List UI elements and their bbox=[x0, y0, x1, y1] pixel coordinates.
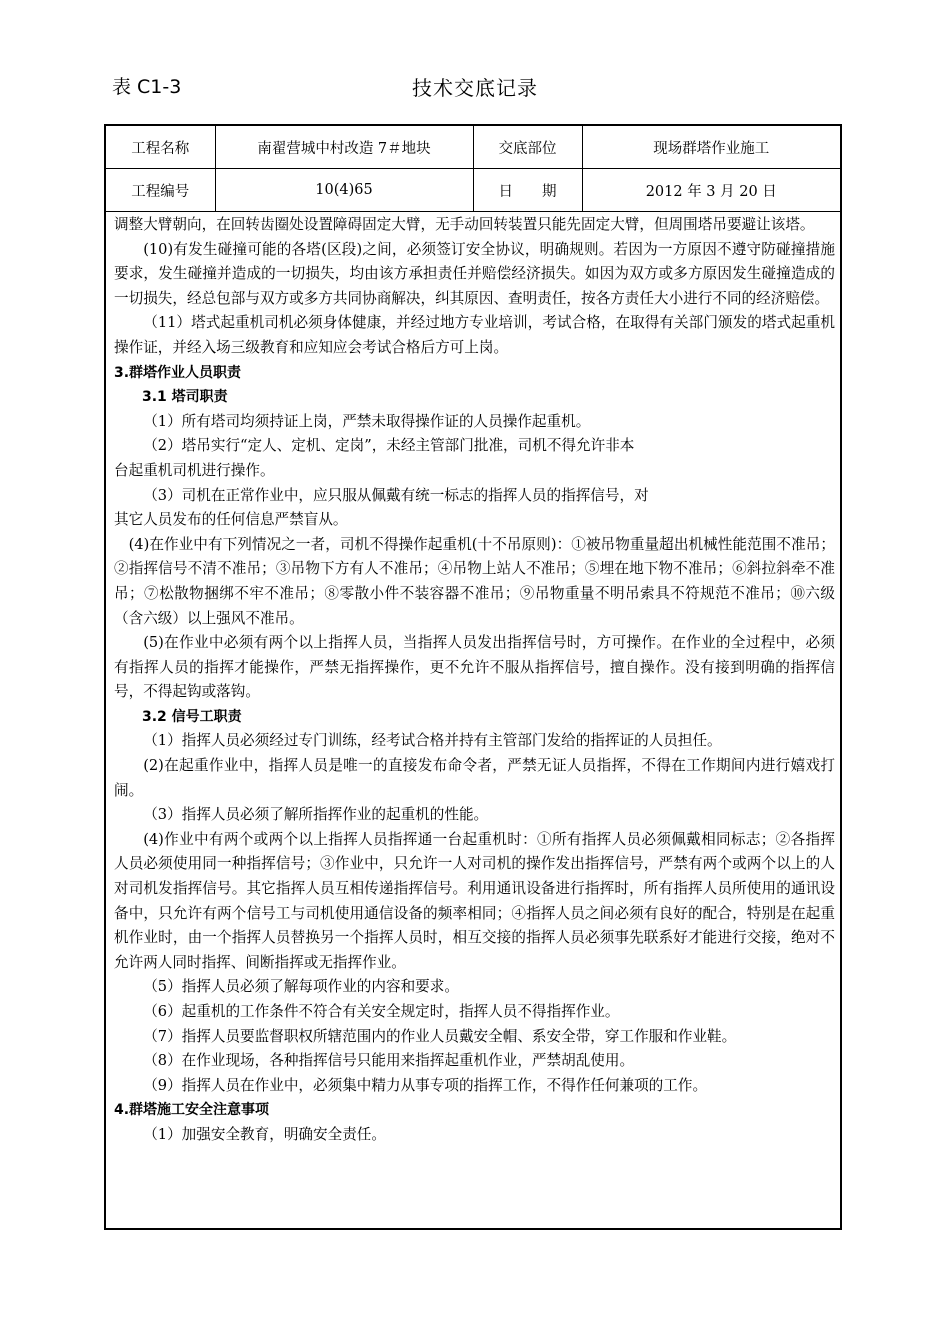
location-label: 交底部位 bbox=[473, 126, 582, 169]
paragraph: (5)在作业中必须有两个以上指挥人员，当指挥人员发出指挥信号时，方可操作。在作业的全过程中，必须有指挥人员的指挥才能操作，严禁无指挥操作，更不允许不服从指挥信号，擅自操作。没有接到明确的指挥信号，不得起钩或落钩。 bbox=[114, 634, 835, 701]
paragraph: （1）所有塔司均须持证上岗，严禁未取得操作证的人员操作起重机。 bbox=[143, 412, 591, 430]
paragraph: （6）起重机的工作条件不符合有关安全规定时，指挥人员不得指挥作业。 bbox=[143, 1003, 620, 1020]
date-value: 2012 年 3 月 20 日 bbox=[582, 169, 840, 212]
document-title: 技术交底记录 bbox=[412, 76, 538, 100]
disclosure-content bbox=[106, 212, 840, 1148]
paragraph: （1）加强安全教育，明确安全责任。 bbox=[143, 1125, 386, 1143]
paragraph: (4)作业中有两个或两个以上指挥人员指挥通一台起重机时：①所有指挥人员必须佩戴相同标志；②各指挥人员必须使用同一种指挥信号；③作业中，只允许一人对司机的操作发出指挥信号，严禁有两个或两个以上的人对司机发指挥信号。其它指挥人员互相传递指挥信号。利用通讯设备进行指挥时，所有指挥人员所使用的通讯设备中，只允许有两个信号工与司机使用通信设备的频率相同；④指挥人员之间必须有良好的配合，特别是在起重机作业时，由一个指挥人员替换另一个指挥人员时，相互交接的指挥人员必须事先联系好才能进行交接，绝对不允许两人同时指挥、间断指挥或无指挥作业。 bbox=[114, 830, 835, 971]
record-frame bbox=[104, 124, 842, 1230]
paragraph: (10)有发生碰撞可能的各塔(区段)之间，必须签订安全协议，明确规则。若因为一方原因不遵守防碰撞措施要求，发生碰撞并造成的一切损失，均由该方承担责任并赔偿经济损失。如因为双方或多方原因发生碰撞造成的一切损失，经总包部与双方或多方共同协商解决，纠其原因、查明责任，按各方责任大小进行不同的经济赔偿。 bbox=[114, 240, 835, 307]
paragraph: （8）在作业现场，各种指挥信号只能用来指挥起重机作业，严禁胡乱使用。 bbox=[143, 1052, 635, 1070]
paragraph: （11）塔式起重机司机必须身体健康，并经过地方专业培训，考试合格，在取得有关部门颁发的塔式起重机操作证，并经入场三级教育和应知应会考试合格后方可上岗。 bbox=[114, 314, 835, 356]
subsection-heading: 3.2 信号工职责 bbox=[142, 708, 242, 725]
project-name-label: 工程名称 bbox=[106, 126, 215, 169]
table-row bbox=[106, 126, 840, 169]
subsection-heading: 3.1 塔司职责 bbox=[142, 389, 228, 406]
paragraph: （7）指挥人员要监督职权所辖范围内的作业人员戴安全帽、系安全带，穿工作服和作业鞋。 bbox=[143, 1027, 737, 1045]
paragraph: （5）指挥人员必须了解每项作业的内容和要求。 bbox=[143, 978, 459, 996]
project-no-label: 工程编号 bbox=[106, 169, 215, 212]
form-number: 表 C1-3 bbox=[112, 76, 182, 98]
document-header bbox=[112, 72, 838, 102]
project-no-value: 10(4)65 bbox=[215, 169, 473, 212]
paragraph: 台起重机司机进行操作。 bbox=[114, 461, 275, 479]
project-info-table bbox=[106, 126, 840, 212]
date-label: 日 期 bbox=[473, 169, 582, 212]
paragraph: (2)在起重作业中，指挥人员是唯一的直接发布命令者，严禁无证人员指挥，不得在工作期间内进行嬉戏打闹。 bbox=[114, 757, 835, 799]
paragraph: （3）司机在正常作业中，应只服从佩戴有统一标志的指挥人员的指挥信号，对 bbox=[143, 486, 649, 504]
table-row bbox=[106, 169, 840, 212]
section-heading: 4.群塔施工安全注意事项 bbox=[114, 1102, 270, 1119]
paragraph: 调整大臂朝向，在回转齿圈处设置障碍固定大臂，无手动回转装置只能先固定大臂，但周围塔吊要避让该塔。 bbox=[114, 216, 815, 233]
project-name-value: 南翟营城中村改造 7＃地块 bbox=[215, 126, 473, 169]
section-heading: 3.群塔作业人员职责 bbox=[114, 364, 242, 381]
paragraph: 其它人员发布的任何信息严禁盲从。 bbox=[114, 511, 348, 529]
paragraph: （3）指挥人员必须了解所指挥作业的起重机的性能。 bbox=[143, 806, 489, 824]
paragraph: （1）指挥人员必须经过专门训练，经考试合格并持有主管部门发给的指挥证的人员担任。 bbox=[143, 732, 722, 750]
paragraph: （9）指挥人员在作业中，必须集中精力从事专项的指挥工作，不得作任何兼项的工作。 bbox=[143, 1076, 708, 1094]
location-value: 现场群塔作业施工 bbox=[582, 126, 840, 169]
paragraph: （2）塔吊实行“定人、定机、定岗”，未经主管部门批准，司机不得允许非本 bbox=[143, 437, 635, 455]
paragraph: (4)在作业中有下列情况之一者，司机不得操作起重机(十不吊原则)：①被吊物重量超出机械性能范围不准吊；②指挥信号不清不准吊；③吊物下方有人不准吊；④吊物上站人不准吊；⑤埋在地下物不准吊；⑥斜拉斜牵不准吊；⑦松散物捆绑不牢不准吊；⑧零散小件不装容器不准吊；⑨吊物重量不明吊索具不符规范不准吊；⑩六级（含六级）以上强风不准吊。 bbox=[114, 535, 835, 627]
